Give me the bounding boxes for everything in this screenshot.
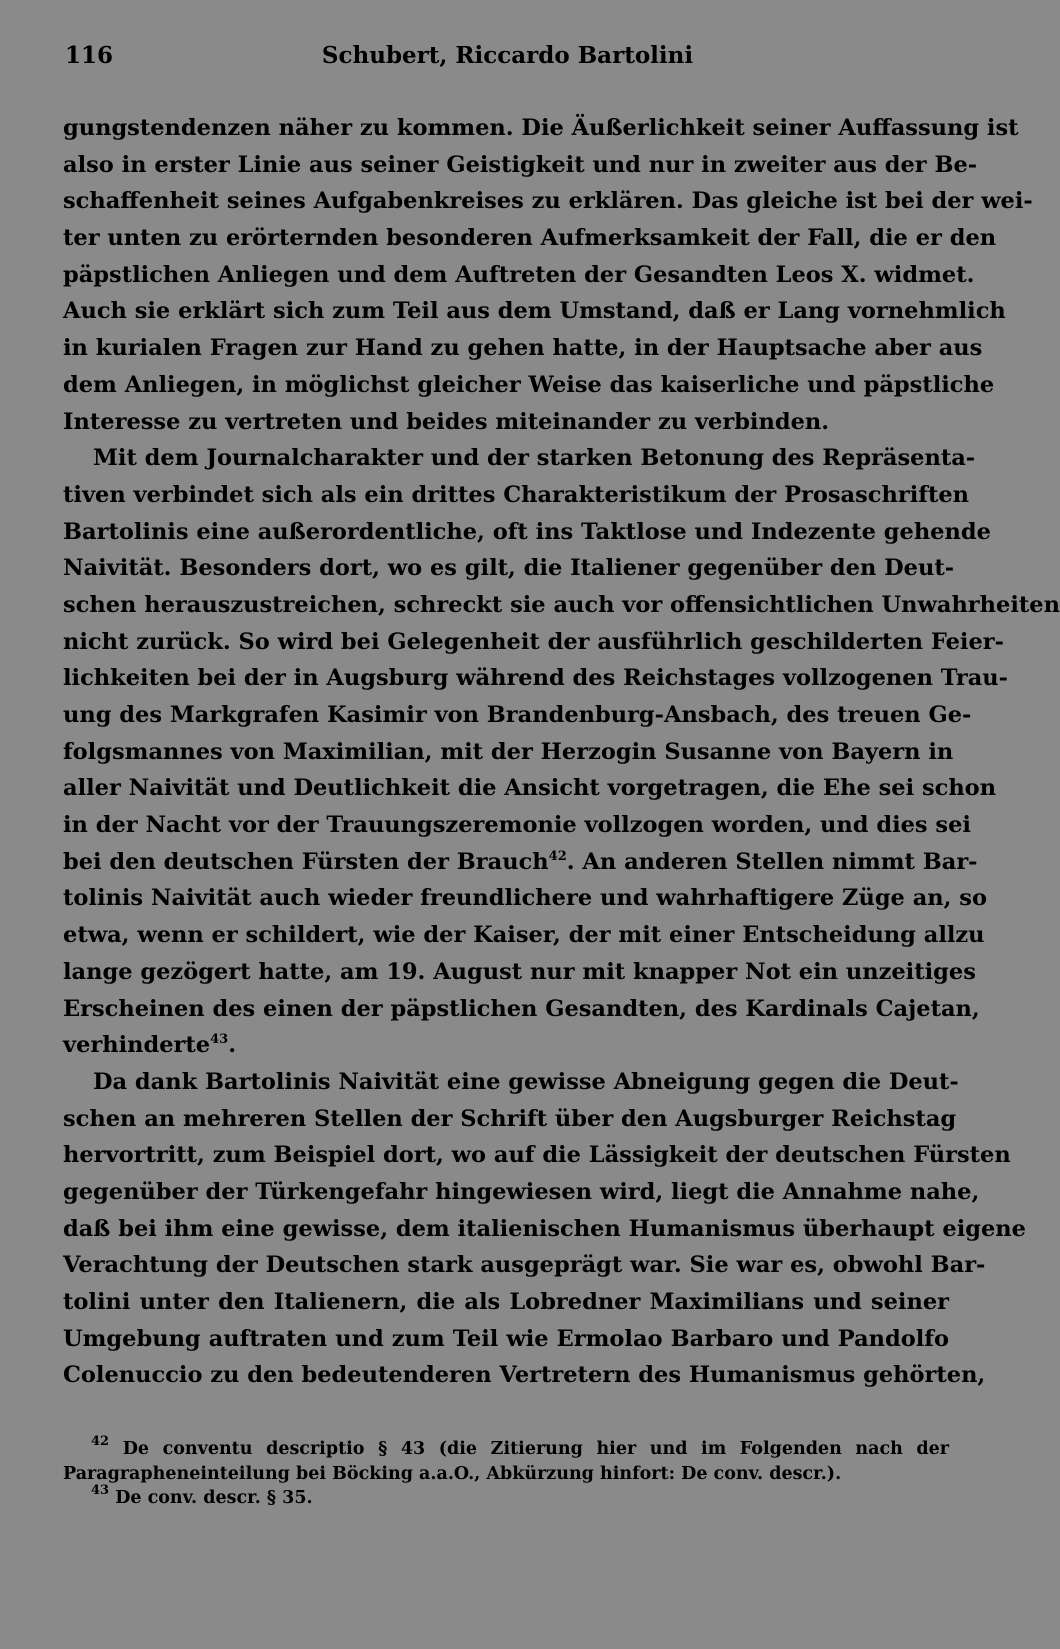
text-line: in der Nacht vor der Trauungszeremonie vollzogen worden, und dies sei [63, 812, 971, 839]
footnote-text: De conv. descr. § 35. [115, 1488, 313, 1508]
text-line: also in erster Linie aus seiner Geistigkeit und nur in zweiter aus der Be- [63, 151, 978, 178]
text-line: Bartolinis eine außerordentliche, oft ins Taktlose und Indezente gehende [63, 518, 991, 545]
footnote-42-continued: Paragrapheneinteilung bei Böcking a.a.O., Abkürzung hinfort: De conv. descr.). [63, 1463, 842, 1484]
text-line [63, 844, 978, 881]
text-line: hervortritt, zum Beispiel dort, wo auf die Lässigkeit der deutschen Fürsten [63, 1142, 1011, 1169]
text-line: Interesse zu vertreten und beides miteinander zu verbinden. [63, 408, 830, 435]
text-line: schen an mehreren Stellen der Schrift über den Augsburger Reichstag [63, 1105, 957, 1132]
running-head: Schubert, Riccardo Bartolini [321, 42, 694, 69]
text-line: Verachtung der Deutschen stark ausgeprägt war. Sie war es, obwohl Bar- [63, 1252, 986, 1279]
footnote-ref[interactable]: 43 [210, 1032, 229, 1048]
text-line: etwa, wenn er schildert, wie der Kaiser, der mit einer Entscheidung allzu [63, 922, 985, 949]
text-line-tail: . An anderen Stellen nimmt Bar- [566, 848, 978, 875]
text-line: daß bei ihm eine gewisse, dem italienischen Humanismus überhaupt eigene [63, 1215, 1026, 1242]
text-line: Erscheinen des einen der päpstlichen Gesandten, des Kardinals Cajetan, [63, 995, 980, 1022]
text-line-head: verhinderte [63, 1032, 211, 1059]
text-line: Da dank Bartolinis Naivität eine gewisse Abneigung gegen die Deut- [93, 1068, 959, 1095]
text-line: lichkeiten bei der in Augsburg während des Reichstages vollzogenen Trau- [63, 665, 1008, 692]
text-line: päpstlichen Anliegen und dem Auftreten der Gesandten Leos X. widmet. [63, 261, 975, 288]
body-text [63, 110, 1060, 1394]
text-line [63, 1027, 949, 1064]
text-line: Mit dem Journalcharakter und der starken Betonung des Repräsenta- [93, 445, 976, 472]
footnote-42 [63, 1434, 950, 1462]
page-number: 116 [65, 42, 114, 69]
text-line: gungstendenzen näher zu kommen. Die Äußerlichkeit seiner Auffassung ist [63, 115, 1019, 141]
text-line: schen herauszustreichen, schreckt sie auch vor offensichtlichen Unwahrheiten [63, 591, 1060, 618]
text-line: Naivität. Besonders dort, wo es gilt, die Italiener gegenüber den Deut- [63, 555, 955, 582]
text-line: Auch sie erklärt sich zum Teil aus dem Umstand, daß er Lang vornehmlich [63, 298, 1006, 325]
text-line: nicht zurück. So wird bei Gelegenheit der ausführlich geschilderten Feier- [63, 628, 1004, 655]
text-line-tail: . [228, 1032, 237, 1059]
text-line: Colenuccio zu den bedeutenderen Vertretern des Humanismus gehörten, [63, 1362, 986, 1389]
text-line: dem Anliegen, in möglichst gleicher Weise das kaiserliche und päpstliche [63, 371, 995, 398]
text-line: ung des Markgrafen Kasimir von Brandenburg-Ansbach, des treuen Ge- [63, 702, 972, 728]
footnote-text: De conventu descriptio § 43 (die Zitierung hier und im Folgenden nach der [122, 1439, 950, 1459]
text-line: in kurialen Fragen zur Hand zu gehen hatte, in der Hauptsache aber aus [63, 335, 983, 362]
text-line: aller Naivität und Deutlichkeit die Ansicht vorgetragen, die Ehe sei schon [63, 775, 997, 802]
text-line: schaffenheit seines Aufgabenkreises zu erklären. Das gleiche ist bei der wei- [63, 188, 1033, 215]
text-line: lange gezögert hatte, am 19. August nur mit knapper Not ein unzeitiges [63, 958, 976, 985]
text-line: ter unten zu erörternden besonderen Aufmerksamkeit der Fall, die er den [63, 225, 997, 252]
text-line-head: bei den deutschen Fürsten der Brauch [63, 848, 549, 875]
text-line: tolinis Naivität auch wieder freundlichere und wahrhaftigere Züge an, so [63, 885, 987, 912]
text-line: tolini unter den Italienern, die als Lobredner Maximilians und seiner [63, 1289, 949, 1315]
footnote-ref[interactable]: 42 [548, 848, 567, 864]
text-line: folgsmannes von Maximilian, mit der Herzogin Susanne von Bayern in [63, 738, 954, 765]
text-line: gegenüber der Türkengefahr hingewiesen wird, liegt die Annahme nahe, [63, 1178, 980, 1205]
footnote-mark: 43 [91, 1483, 110, 1498]
text-line: tiven verbindet sich als ein drittes Charakteristikum der Prosaschriften [63, 481, 970, 508]
footnote-43 [63, 1483, 949, 1511]
footnotes [63, 1434, 950, 1511]
text-line: Umgebung auftraten und zum Teil wie Ermolao Barbaro und Pandolfo [63, 1325, 949, 1352]
page-header [65, 42, 950, 82]
footnote-mark: 42 [91, 1434, 110, 1449]
